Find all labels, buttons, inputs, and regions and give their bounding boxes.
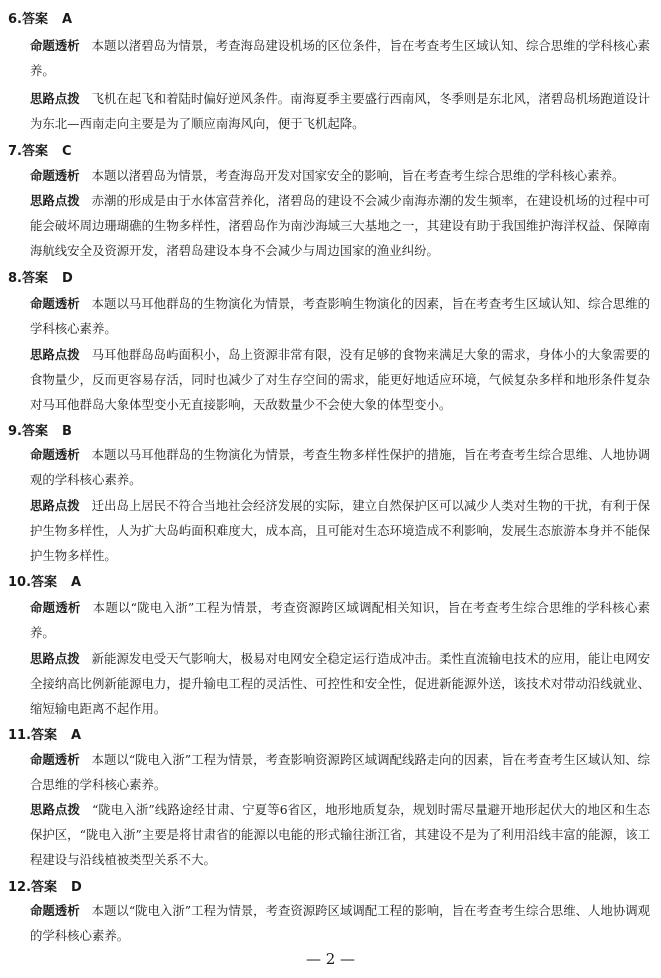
answer-value: D [71,880,82,895]
analysis-section [30,747,650,797]
question-number: 11. [8,728,32,743]
section-label: 思路点拨 [30,347,80,362]
reasoning-section [30,188,650,263]
answer-value: D [62,271,73,286]
answer-heading-8 [8,267,73,286]
answer-label: 答案 [21,424,48,439]
question-number: 7. [8,144,22,159]
answer-value: C [62,144,72,159]
answer-label: 答案 [21,12,48,27]
reasoning-section [30,797,650,872]
section-text: 本题以马耳他群岛的生物演化为情景，考查生物多样性保护的措施，旨在考查考生综合思维、人地协调观的学科核心素养。 [30,447,651,487]
answer-heading-11 [8,724,81,743]
page-number: — 2 — [305,950,356,968]
section-text: 本题以“陇电入浙”工程为情景，考查资源跨区域调配相关知识，旨在考查考生综合思维的学科核心素养。 [30,600,651,640]
section-text: 迁出岛上居民不符合当地社会经济发展的实际，建立自然保护区可以减少人类对生物的干扰，有利于保护生物多样性，人为扩大岛屿面积难度大，成本高，且可能对生态环境造成不利影响，发展生态旅游本身并不能保护生物多样性。 [30,498,651,563]
section-label: 思路点拨 [30,91,80,106]
section-text: “陇电入浙”线路途经甘肃、宁夏等6省区，地形地质复杂，规划时需尽量避开地形起伏大的地区和生态保护区，“陇电入浙”主要是将甘肃省的能源以电能的形式输往浙江省，其建设不是为了利用沿线丰富的能源，该工程建设与沿线植被类型关系不大。 [30,802,650,867]
answer-label: 答案 [31,575,58,590]
answer-label: 答案 [21,144,48,159]
section-label: 命题透析 [30,600,81,615]
question-number: 9. [8,424,22,439]
reasoning-section [30,646,650,721]
section-text: 本题以渚碧岛为情景，考查海岛开发对国家安全的影响，旨在考查考生综合思维的学科核心素养。 [91,168,625,183]
question-number: 8. [8,271,22,286]
answer-label: 答案 [31,880,58,895]
section-label: 命题透析 [30,296,80,311]
section-label: 思路点拨 [30,651,80,666]
section-text: 赤潮的形成是由于水体富营养化，渚碧岛的建设不会减少南海赤潮的发生频率，在建设机场的过程中可能会破坏周边珊瑚礁的生物多样性，渚碧岛作为南沙海域三大基地之一，其建设有助于我国维护海洋权益、保障南海航线安全及资源开发，渚碧岛建设本身不会减少与周边国家的渔业纠纷。 [30,193,651,258]
reasoning-section [30,86,650,136]
answer-label: 答案 [21,271,48,286]
answer-value: A [71,575,82,590]
analysis-section [30,595,650,645]
answer-heading-12 [8,876,82,895]
section-text: 本题以“陇电入浙”工程为情景，考查资源跨区域调配工程的影响，旨在考查考生综合思维、人地协调观的学科核心素养。 [30,903,651,943]
answer-value: A [71,728,82,743]
answer-value: A [62,12,73,27]
section-text: 本题以“陇电入浙”工程为情景，考查影响资源跨区域调配线路走向的因素，旨在考查考生区域认知、综合思维的学科核心素养。 [30,752,651,792]
section-label: 命题透析 [30,168,80,183]
reasoning-section [30,342,650,417]
section-label: 思路点拨 [30,193,80,208]
analysis-section [30,442,650,492]
section-label: 命题透析 [30,38,80,53]
section-label: 思路点拨 [30,802,80,817]
section-text: 飞机在起飞和着陆时偏好逆风条件。南海夏季主要盛行西南风，冬季则是东北风，渚碧岛机场跑道设计为东北—西南走向主要是为了顺应南海风向，便于飞机起降。 [30,91,651,131]
section-text: 新能源发电受天气影响大，极易对电网安全稳定运行造成冲击。柔性直流输电技术的应用，能让电网安全接纳高比例新能源电力，提升输电工程的灵活性、可控性和安全性，促进新能源外送，该技术对带动沿线就业、缩短输电距离不起作用。 [30,651,651,716]
reasoning-section [30,493,650,568]
section-label: 命题透析 [30,752,80,767]
question-number: 10. [8,575,32,590]
analysis-section [30,898,650,948]
answer-heading-9 [8,420,72,439]
question-number: 12. [8,880,32,895]
section-text: 马耳他群岛岛屿面积小，岛上资源非常有限，没有足够的食物来满足大象的需求，身体小的大象需要的食物量少，反而更容易存活，同时也减少了对生存空间的需求，能更好地适应环境，气候复杂多样和地形条件复杂对马耳他群岛大象体型变小无直接影响，天敌数量少不会使大象的体型变小。 [30,347,651,412]
answer-heading-10 [8,571,81,590]
section-label: 思路点拨 [30,498,80,513]
answer-label: 答案 [31,728,58,743]
question-number: 6. [8,12,22,27]
section-text: 本题以马耳他群岛的生物演化为情景，考查影响生物演化的因素，旨在考查考生区域认知、综合思维的学科核心素养。 [30,296,651,336]
answer-heading-7 [8,140,72,159]
analysis-section [30,291,650,341]
section-text: 本题以渚碧岛为情景，考查海岛建设机场的区位条件，旨在考查考生区域认知、综合思维的学科核心素养。 [30,38,651,78]
answer-heading-6 [8,8,72,27]
section-label: 命题透析 [30,447,80,462]
section-label: 命题透析 [30,903,80,918]
analysis-section [30,163,650,188]
answer-value: B [62,424,72,439]
analysis-section [30,33,650,83]
